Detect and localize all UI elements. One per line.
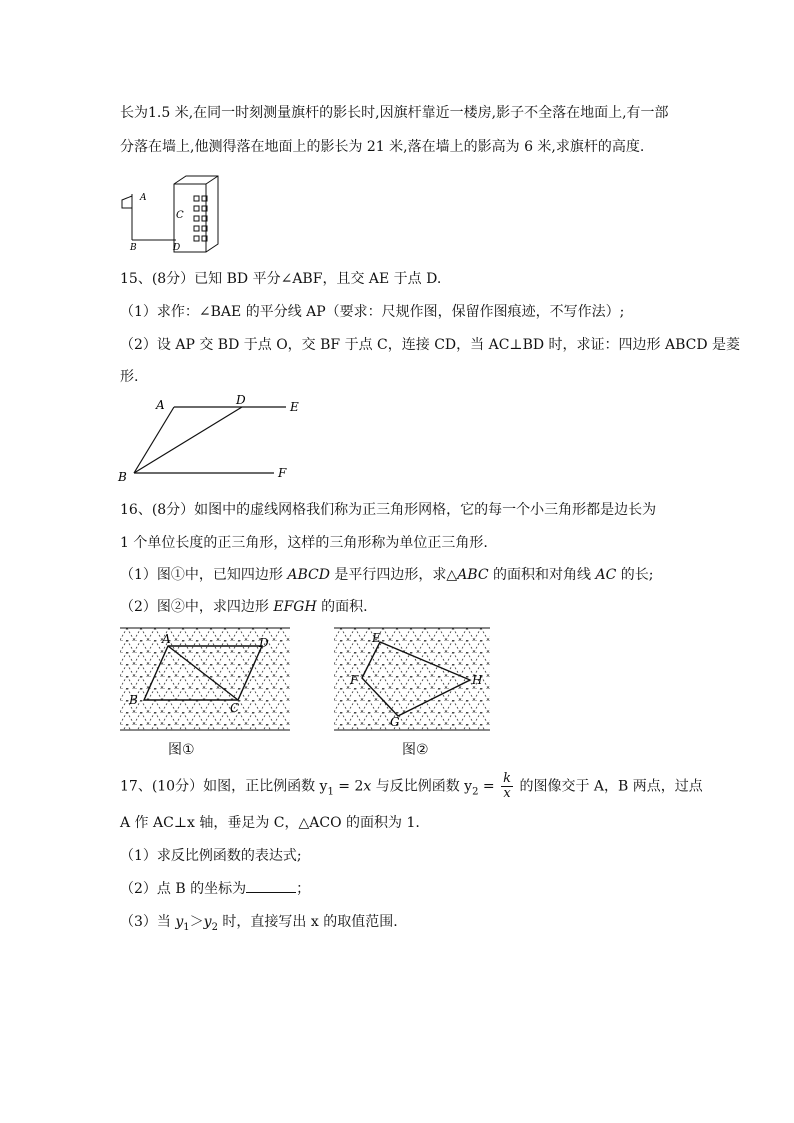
p14-label-d: D [173, 243, 181, 253]
p15-heading: 15、(8分）已知 BD 平分∠ABF，且交 AE 于点 D. [120, 271, 442, 287]
p15-label-e: E [290, 400, 299, 414]
p17-question3 [120, 911, 690, 933]
p16-grid-figure-1 [120, 622, 290, 734]
p15-geometry-figure [116, 392, 316, 484]
p17-q3-y2: y [203, 914, 212, 930]
p16-q2-efgh: EFGH [273, 599, 317, 615]
p17-q3-text-b: 时，直接写出 x 的取值范围. [217, 914, 398, 930]
p17-sub2: 2 [472, 786, 479, 798]
p17-head-a: 17、(10分）如图，正比例函数 y [120, 778, 328, 795]
p16-q1-abc: ABC [457, 567, 489, 583]
p17-q2-text-a: （2）点 B 的坐标为 [120, 881, 247, 897]
p17-q3-sub2: 2 [211, 921, 218, 933]
p17-line2: A 作 AC⊥x 轴，垂足为 C，△ACO 的面积为 1. [120, 815, 420, 831]
p17-frac-den: x [503, 786, 511, 801]
p16-fig2-label-e: E [372, 631, 381, 645]
p17-question1: （1）求反比例函数的表达式; [120, 848, 302, 864]
p15-label-d: D [236, 393, 246, 407]
p17-sub1: 1 [327, 786, 334, 798]
p15-label-b: B [118, 470, 127, 484]
p16-fig2-label-h: H [472, 673, 483, 687]
p16-fig1-label-c: C [230, 701, 240, 715]
p16-heading-line1: 16、(8分）如图中的虚线网格我们称为正三角形网格，它的每一个小三角形都是边长为 [120, 502, 657, 518]
p17-fraction [501, 772, 513, 801]
p17-head-d: = [478, 778, 500, 795]
p16-grid-figure-2 [334, 622, 490, 734]
p17-heading [120, 771, 703, 801]
p15-question1: （1）求作：∠BAE 的平分线 AP（要求：尺规作图，保留作图痕迹，不写作法）; [120, 304, 625, 320]
p15-label-a: A [156, 398, 165, 412]
p16-fig2-caption: 图② [402, 742, 429, 758]
p17-q3-y1: y [175, 914, 184, 930]
p15-label-f: F [278, 466, 287, 480]
p17-q3-text-a: （3）当 [120, 914, 176, 930]
p16-fig2-label-g: G [390, 715, 400, 729]
p16-question1 [120, 564, 690, 584]
p16-q1-abcd: ABCD [287, 567, 330, 583]
p17-answer-blank[interactable] [246, 880, 296, 893]
p16-q2-text-a: （2）图②中，求四边形 [120, 599, 274, 615]
p16-q1-text-e: 的面积和对角线 [488, 567, 596, 583]
p16-heading-line2: 1 个单位长度的正三角形，这样的三角形称为单位正三角形. [120, 535, 488, 551]
p16-fig1-label-b: B [129, 693, 138, 707]
p15-question2-line1: （2）设 AP 交 BD 于点 O，交 BF 于点 C，连接 CD，当 AC⊥BD 时，求证：四边形 ABCD 是菱 [120, 337, 741, 353]
p16-fig1-caption: 图① [168, 742, 195, 758]
p16-q1-text-c: 是平行四边形，求△ [329, 567, 458, 583]
p14-label-a: A [140, 193, 147, 203]
p14-text-line1: 长为1.5 米,在同一时刻测量旗杆的影长时,因旗杆靠近一楼房,影子不全落在地面上,有一部 [120, 105, 669, 121]
p16-q2-text-c: 的面积. [316, 599, 368, 615]
p17-q3-gt: ＞ [189, 914, 204, 930]
p14-label-b: B [130, 243, 137, 253]
p17-head-e: 的图像交于 A，B 两点，过点 [515, 778, 703, 795]
p16-q1-ac: AC [595, 567, 617, 583]
p14-text-line2: 分落在墙上,他测得落在地面上的影长为 21 米,落在墙上的影高为 6 米,求旗杆的高度. [120, 139, 645, 155]
p17-q2-text-b: ； [296, 881, 311, 897]
p16-fig2-label-f: F [350, 673, 359, 687]
p16-q1-text-g: 的长; [616, 567, 654, 583]
p16-fig1-label-a: A [162, 632, 171, 646]
p17-question2 [120, 878, 690, 898]
p17-q3-sub1: 1 [183, 921, 190, 933]
p17-frac-num: k [503, 771, 511, 786]
p15-question2-line2: 形. [120, 369, 139, 385]
p16-q1-text-a: （1）图①中，已知四边形 [120, 567, 288, 583]
p16-question2 [120, 596, 690, 616]
p17-head-b: = 2 [333, 778, 364, 795]
p16-fig1-label-d: D [259, 636, 269, 650]
p17-head-c: 与反比例函数 y [371, 778, 473, 795]
p14-flagpole-figure [118, 172, 238, 254]
p14-label-c: C [176, 210, 184, 221]
p17-head-x: x [363, 778, 372, 795]
